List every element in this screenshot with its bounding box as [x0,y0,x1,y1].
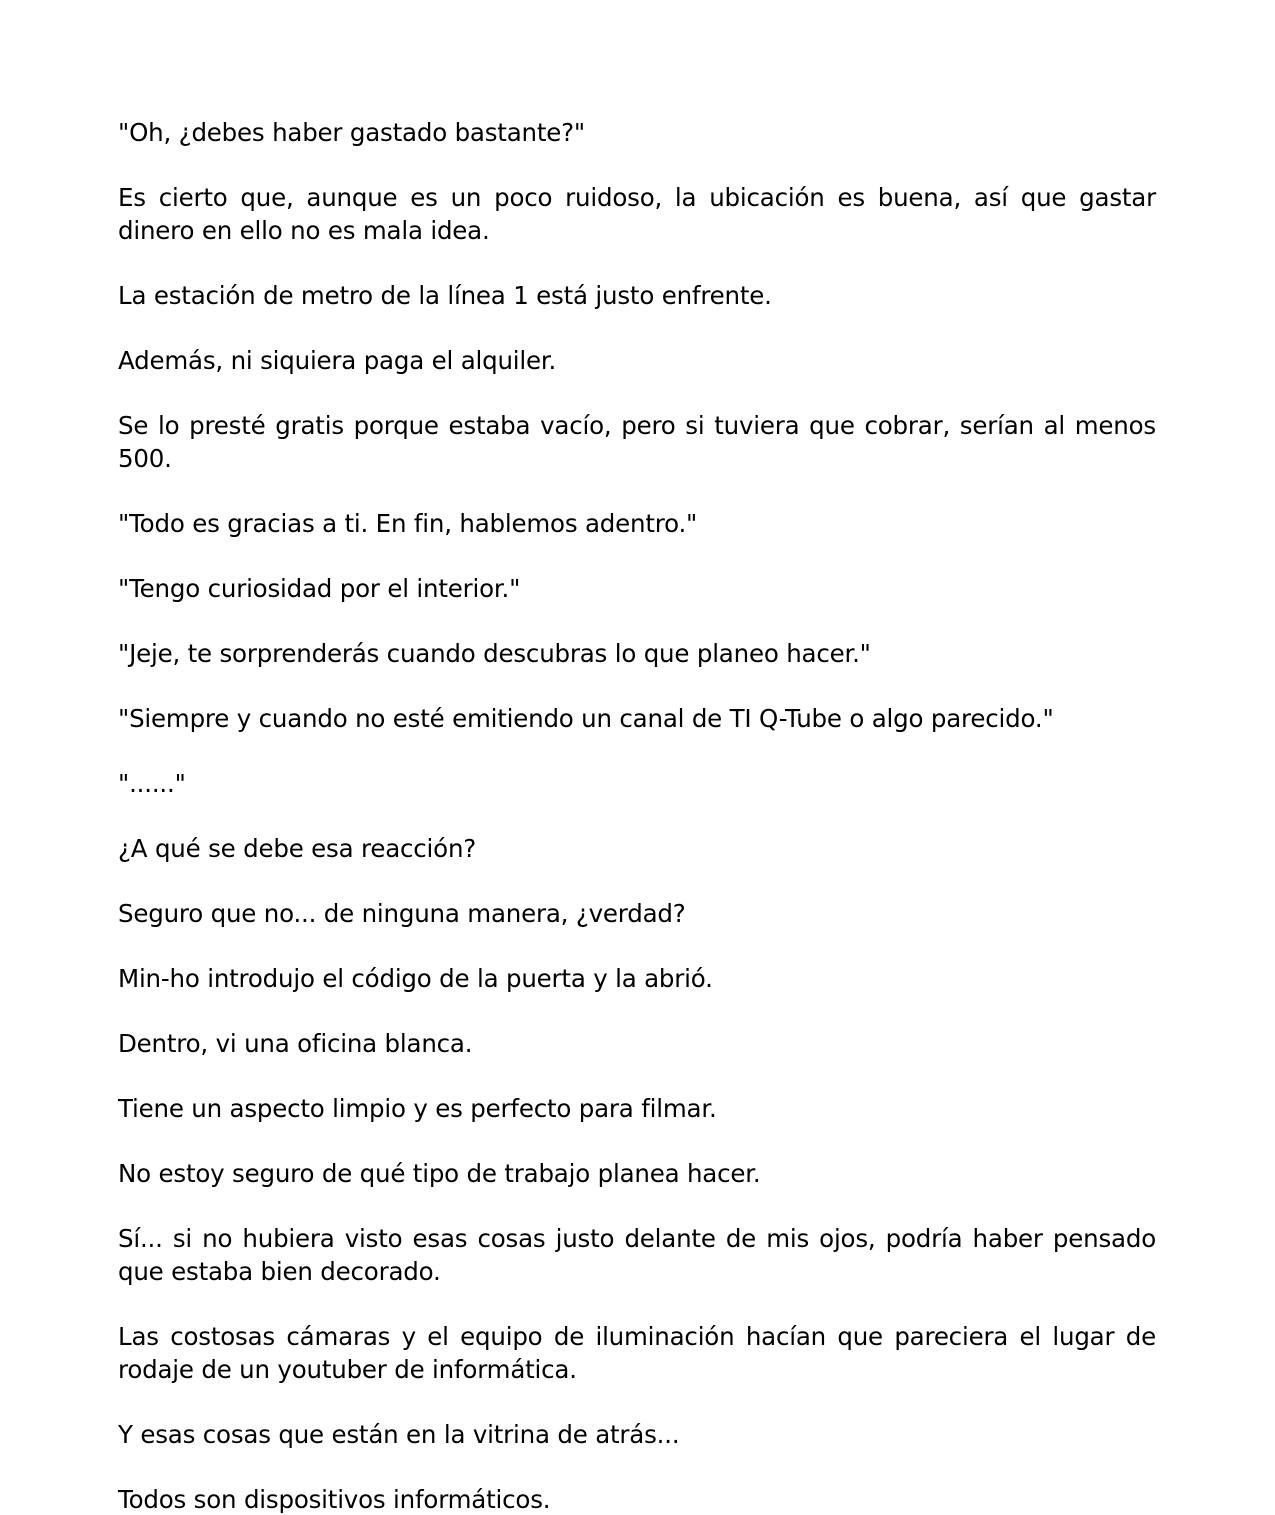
paragraph: ¿A qué se debe esa reacción? [118,834,477,863]
paragraph: "......" [118,769,186,798]
paragraph: Seguro que no... de ninguna manera, ¿verdad? [118,899,686,928]
paragraph: No estoy seguro de qué tipo de trabajo planea hacer. [118,1159,761,1188]
paragraph: "Todo es gracias a ti. En fin, hablemos adentro." [118,509,698,538]
paragraph: La estación de metro de la línea 1 está justo enfrente. [118,281,772,310]
paragraph: Es cierto que, aunque es un poco ruidoso, la ubicación es buena, así que gastar dinero en ello no es mala idea. [118,183,1156,245]
paragraph: "Oh, ¿debes haber gastado bastante?" [118,118,585,147]
paragraph: Las costosas cámaras y el equipo de iluminación hacían que pareciera el lugar de rodaje de un youtuber de informática. [118,1322,1156,1384]
paragraph: Min-ho introdujo el código de la puerta y la abrió. [118,964,713,993]
paragraph: "Siempre y cuando no esté emitiendo un canal de TI Q-Tube o algo parecido." [118,704,1054,733]
paragraph: "Tengo curiosidad por el interior." [118,574,521,603]
paragraph: Dentro, vi una oficina blanca. [118,1029,473,1058]
paragraph: Tiene un aspecto limpio y es perfecto para filmar. [118,1094,717,1123]
document-body [118,116,1156,1515]
paragraph: Se lo presté gratis porque estaba vacío, pero si tuviera que cobrar, serían al menos 500. [118,411,1156,473]
paragraph: Además, ni siquiera paga el alquiler. [118,346,557,375]
paragraph: Todos son dispositivos informáticos. [118,1485,551,1514]
paragraph: "Jeje, te sorprenderás cuando descubras lo que planeo hacer." [118,639,871,668]
paragraph: Sí... si no hubiera visto esas cosas justo delante de mis ojos, podría haber pensado que estaba bien decorado. [118,1224,1156,1286]
paragraph: Y esas cosas que están en la vitrina de atrás... [118,1420,680,1449]
